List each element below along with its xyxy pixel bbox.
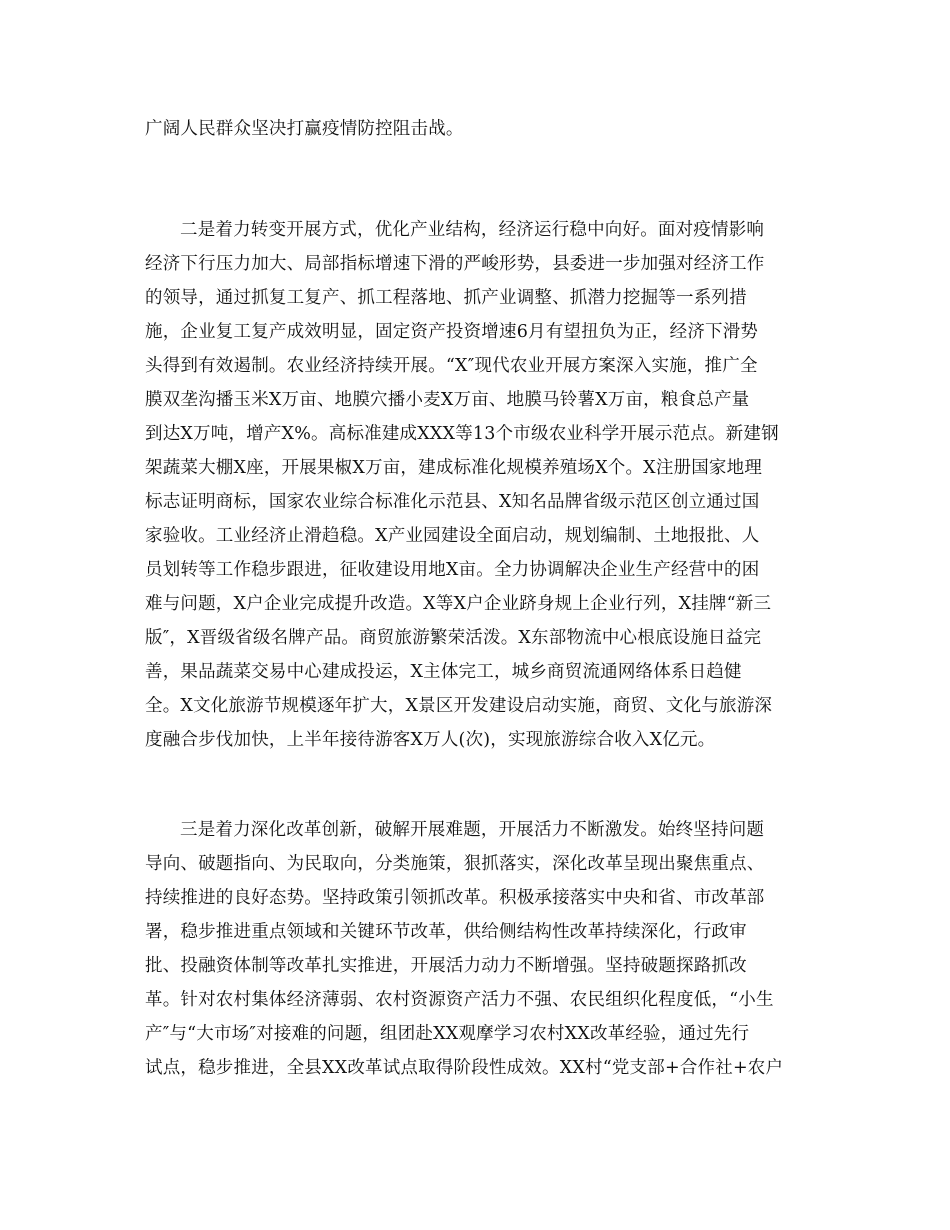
paragraph-2-line: 家验收。工业经济止滑趋稳。X产业园建设全面启动，规划编制、土地报批、人 <box>145 526 760 546</box>
paragraph-2-line: 标志证明商标，国家农业综合标准化示范县、X知名品牌省级示范区创立通过国 <box>145 492 760 512</box>
paragraph-2-line: 版″，X晋级省级名牌产品。商贸旅游繁荣活泼。X东部物流中心根底设施日益完 <box>145 628 762 648</box>
paragraph-2-line: 度融合步伐加快，上半年接待游客X万人(次)，实现旅游综合收入X亿元。 <box>145 730 716 750</box>
paragraph-2-line: 经济下行压力加大、局部指标增速下滑的严峻形势，县委进一步加强对经济工作 <box>145 254 765 274</box>
paragraph-2-line: 员划转等工作稳步跟进，征收建设用地X亩。全力协调解决企业生产经营中的困 <box>145 560 760 580</box>
paragraph-2-line: 善，果品蔬菜交易中心建成投运，X主体完工，城乡商贸流通网络体系日趋健 <box>145 662 742 682</box>
paragraph-2-line: 架蔬菜大棚X座，开展果椒X万亩，建成标准化规模养殖场X个。X注册国家地理 <box>145 458 763 478</box>
paragraph-2-line: 到达X万吨，增产X%。高标准建成XXX等13个市级农业科学开展示范点。新建钢 <box>145 424 779 444</box>
paragraph-2-line: 全。X文化旅游节规模逐年扩大，X景区开发建设启动实施，商贸、文化与旅游深 <box>145 696 773 716</box>
paragraph-3-line: 产″与“大市场″对接难的问题，组团赴XX观摩学习农村XX改革经验，通过先行 <box>145 1024 750 1044</box>
paragraph-3-line: 署，稳步推进重点领域和关键环节改革，供给侧结构性改革持续深化，行政审 <box>145 922 747 942</box>
paragraph-3-line: 三是着力深化改革创新，破解开展难题，开展活力不断激发。始终坚持问题 <box>180 820 765 840</box>
paragraph-3-line: 持续推进的良好态势。坚持政策引领抓改革。积极承接落实中央和省、市改革部 <box>145 888 765 908</box>
paragraph-1-line: 广阔人民群众坚决打赢疫情防控阻击战。 <box>145 119 464 139</box>
paragraph-2-line: 二是着力转变开展方式，优化产业结构，经济运行稳中向好。面对疫情影响 <box>180 220 765 240</box>
paragraph-3-line: 试点，稳步推进，全县XX改革试点取得阶段性成效。XX村“党支部+合作社+农户 <box>145 1058 784 1078</box>
paragraph-2-line: 的领导，通过抓复工复产、抓工程落地、抓产业调整、抓潜力挖掘等一系列措 <box>145 288 747 308</box>
paragraph-3-line: 导向、破题指向、为民取向，分类施策，狠抓落实，深化改革呈现出聚焦重点、 <box>145 854 765 874</box>
paragraph-2-line: 难与问题，X户企业完成提升改造。X等X户企业跻身规上企业行列，X挂牌“新三 <box>145 594 772 614</box>
paragraph-2-line: 施，企业复工复产成效明显，固定资产投资增速6月有望扭负为正，经济下滑势 <box>145 322 759 342</box>
paragraph-3-line: 批、投融资体制等改革扎实推进，开展活力动力不断增强。坚持破题探路抓改 <box>145 956 747 976</box>
paragraph-2-line: 膜双垄沟播玉米X万亩、地膜穴播小麦X万亩、地膜马铃薯X万亩，粮食总产量 <box>145 390 750 410</box>
paragraph-3-line: 革。针对农村集体经济薄弱、农村资源资产活力不强、农民组织化程度低，“小生 <box>145 990 774 1010</box>
paragraph-2-line: 头得到有效遏制。农业经济持续开展。“X″现代农业开展方案深入实施，推广全 <box>145 356 758 376</box>
